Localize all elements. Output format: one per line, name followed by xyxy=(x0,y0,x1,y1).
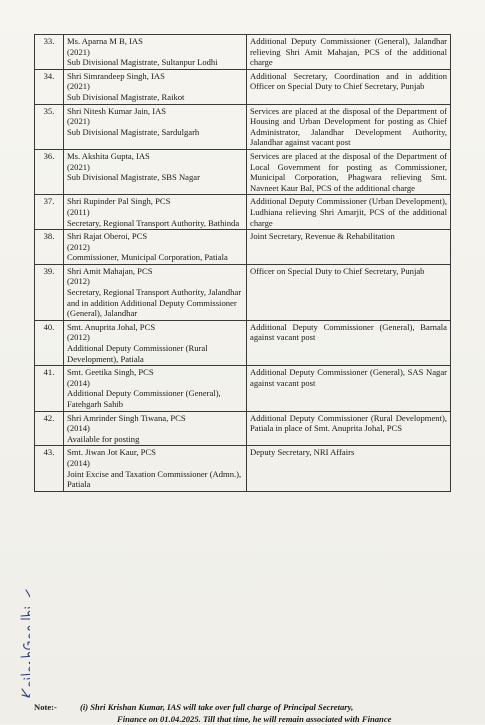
officer-cell xyxy=(64,320,247,365)
current-posting: Secretary, Regional Transport Authority, Bathinda xyxy=(67,217,240,228)
note-section xyxy=(34,702,479,725)
officer-batch: (2014) xyxy=(67,457,90,468)
officer-batch: (2021) xyxy=(67,161,90,172)
new-posting: Additional Deputy Commissioner (Rural Development), Patiala in place of Smt. Anuprita Johal, PCS xyxy=(247,411,451,446)
serial-number: 36. xyxy=(35,149,64,194)
serial-number: 39. xyxy=(35,264,64,320)
note-line-1: (i) Shri Krishan Kumar, IAS will take over full charge of Principal Secretary, xyxy=(80,702,354,712)
officer-name: Shri Rajat Oberoi, PCS xyxy=(67,231,148,242)
serial-number: 34. xyxy=(35,69,64,104)
officer-cell xyxy=(64,69,247,104)
serial-number: 35. xyxy=(35,104,64,149)
officer-batch: (2021) xyxy=(67,81,90,92)
new-posting: Additional Deputy Commissioner (General), Jalandhar relieving Shri Amit Mahajan, PCS of the additional charge xyxy=(247,35,451,70)
officer-name: Shri Amrinder Singh Tiwana, PCS xyxy=(67,412,186,423)
officer-name: Shri Amit Mahajan, PCS xyxy=(67,265,153,276)
new-posting: Services are placed at the disposal of the Department of Local Government for posting as Commissioner, Municipal Corporation, Phagwara relieving Smt. Navneet Kaur Bal, PCS of the additional charge xyxy=(247,149,451,194)
officer-batch: (2021) xyxy=(67,116,90,127)
officer-name: Shri Nitesh Kumar Jain, IAS xyxy=(67,105,167,116)
serial-number: 42. xyxy=(35,411,64,446)
current-posting: Available for posting xyxy=(67,433,140,444)
officer-cell xyxy=(64,35,247,70)
signature xyxy=(2,572,30,702)
new-posting: Joint Secretary, Revenue & Rehabilitation xyxy=(247,230,451,265)
serial-number: 38. xyxy=(35,230,64,265)
new-posting: Additional Deputy Commissioner (General), SAS Nagar against vacant post xyxy=(247,366,451,411)
table-row xyxy=(35,446,451,491)
officer-batch: (2012) xyxy=(67,332,90,343)
table-row xyxy=(35,35,451,70)
table-row xyxy=(35,320,451,365)
current-posting: Sub Divisional Magistrate, SBS Nagar xyxy=(67,172,200,183)
current-posting: Sub Divisional Magistrate, Sardulgarh xyxy=(67,126,200,137)
officer-name: Smt. Jiwan Jot Kaur, PCS xyxy=(67,447,156,458)
current-posting: Additional Deputy Commissioner (Rural Development), Patiala xyxy=(67,343,208,364)
officer-cell xyxy=(64,411,247,446)
table-row xyxy=(35,230,451,265)
officer-batch: (2012) xyxy=(67,241,90,252)
officer-name: Ms. Aparna M B, IAS xyxy=(67,36,143,46)
officer-batch: (2014) xyxy=(67,423,90,434)
officer-batch: (2021) xyxy=(67,46,90,57)
table-row xyxy=(35,411,451,446)
table-row xyxy=(35,195,451,230)
table-row xyxy=(35,264,451,320)
serial-number: 40. xyxy=(35,320,64,365)
officer-batch: (2014) xyxy=(67,377,90,388)
officer-cell xyxy=(64,149,247,194)
current-posting: Commissioner, Municipal Corporation, Patiala xyxy=(67,252,228,263)
officer-cell xyxy=(64,104,247,149)
officer-cell xyxy=(64,230,247,265)
current-posting: Additional Deputy Commissioner (General), Fatehgarh Sahib xyxy=(67,388,221,409)
serial-number: 41. xyxy=(35,366,64,411)
new-posting: Deputy Secretary, NRI Affairs xyxy=(247,446,451,491)
serial-number: 37. xyxy=(35,195,64,230)
officer-name: Shri Simrandeep Singh, IAS xyxy=(67,70,165,81)
officer-cell xyxy=(64,446,247,491)
new-posting: Additional Deputy Commissioner (General), Barnala against vacant post xyxy=(247,320,451,365)
officer-name: Shri Rupinder Pal Singh, PCS xyxy=(67,196,171,207)
current-posting: Sub Divisional Magistrate, Raikot xyxy=(67,91,185,102)
officer-name: Smt. Geetika Singh, PCS xyxy=(67,367,154,378)
new-posting: Additional Deputy Commissioner (Urban Development), Ludhiana relieving Shri Amarjit, PCS of the additional charge xyxy=(247,195,451,230)
current-posting: Joint Excise and Taxation Commissioner (Admn.), Patiala xyxy=(67,468,242,490)
note-label: Note:- xyxy=(34,702,57,712)
current-posting: Sub Divisional Magistrate, Sultanpur Lodhi xyxy=(67,57,218,68)
serial-number: 33. xyxy=(35,35,64,70)
table-row xyxy=(35,149,451,194)
current-posting: Secretary, Regional Transport Authority, Jalandhar and in addition Additional Deputy Commissioner (General), Jalandhar xyxy=(67,287,242,319)
serial-number: 43. xyxy=(35,446,64,491)
officer-name: Ms. Akshita Gupta, IAS xyxy=(67,150,150,161)
officer-batch: (2012) xyxy=(67,276,90,287)
table-row xyxy=(35,104,451,149)
officer-cell xyxy=(64,264,247,320)
new-posting: Services are placed at the disposal of the Department of Housing and Urban Development for posting as Chief Administrator, Jalandhar Development Authority, Jalandhar against vacant post xyxy=(247,104,451,149)
officer-batch: (2011) xyxy=(67,206,90,217)
table-row xyxy=(35,366,451,411)
note-line-2: Finance on 01.04.2025. Till that time, he will remain associated with Finance xyxy=(117,714,392,724)
new-posting: Additional Secretary, Coordination and in addition Officer on Special Duty to Chief Secretary, Punjab xyxy=(247,69,451,104)
officer-cell xyxy=(64,195,247,230)
new-posting: Officer on Special Duty to Chief Secretary, Punjab xyxy=(247,264,451,320)
table-row xyxy=(35,69,451,104)
transfer-orders-table xyxy=(34,34,451,492)
officer-name: Smt. Anuprita Johal, PCS xyxy=(67,321,156,332)
officer-cell xyxy=(64,366,247,411)
